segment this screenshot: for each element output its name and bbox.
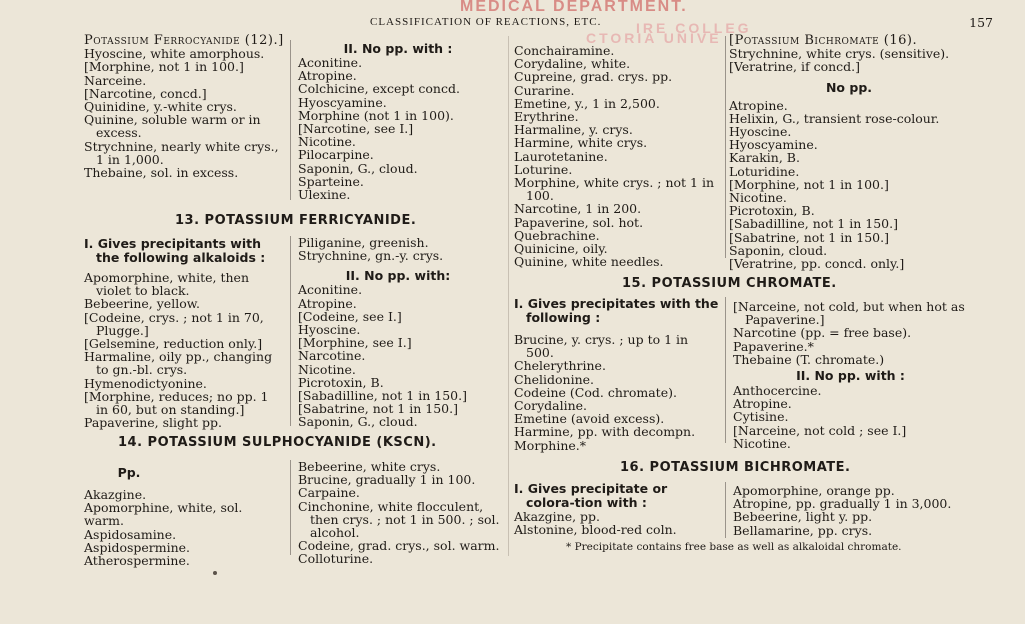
list-item: Anthocercine.	[733, 383, 822, 399]
list-item: Curarine.	[514, 82, 575, 98]
list-item: Nicotine.	[729, 190, 787, 206]
no-pp-heading: II. No pp. with :	[343, 41, 453, 56]
list-item: Papaverine, slight pp.	[84, 415, 223, 431]
list-item: Atropine.	[733, 396, 792, 412]
list-item: Picrotoxin, B.	[729, 203, 815, 219]
list-item: Harmine, pp. with decompn.	[514, 424, 696, 440]
pp-heading: Pp.	[117, 465, 141, 480]
list-item: Narcotine (pp. = free base).	[733, 325, 912, 341]
list-item: Piliganine, greenish.	[298, 235, 429, 250]
list-item: Thebaine (T. chromate.)	[733, 351, 885, 367]
list-item: [Narceine, not cold ; see I.]	[733, 422, 907, 438]
list-item: [Narcotine, concd.]	[84, 85, 207, 101]
list-item: Apomorphine, white, sol. warm.	[84, 500, 243, 529]
list-item: [Codeine, crys. ; not 1 in 70, Plugge.]	[84, 309, 264, 338]
list-item: Bebeerine, white crys.	[298, 459, 441, 474]
list-item: Strychnine, nearly white crys., 1 in 1,000.	[84, 138, 279, 167]
bichromate-list-a	[514, 482, 719, 536]
list-item: Quinicine, oily.	[514, 241, 608, 257]
list-item: Hyoscyamine.	[729, 137, 818, 153]
list-item: Conchairamine.	[514, 43, 615, 58]
list-item: Aspidosamine.	[84, 526, 177, 542]
list-item: Cinchonine, white flocculent, then crys. ; not 1 in 500. ; sol. alcohol.	[298, 498, 500, 541]
list-item: Brucine, y. crys. ; up to 1 in 500.	[514, 332, 689, 361]
list-item: Apomorphine, white, then violet to black.	[84, 270, 249, 299]
list-item: Cytisine.	[733, 409, 789, 425]
list-item: Hyoscine.	[298, 322, 361, 338]
list-item: Atropine.	[298, 295, 357, 311]
section-heading-13: 13. POTASSIUM FERRICYANIDE.	[175, 213, 417, 228]
list-item: Atropine, pp. gradually 1 in 3,000.	[733, 496, 952, 512]
list-item: Papaverine.*	[733, 338, 814, 354]
list-item: Akazgine, pp.	[514, 509, 601, 524]
list-item: Pilocarpine.	[298, 147, 374, 163]
footnote: * Precipitate contains free base as well as alkaloidal chromate.	[566, 541, 902, 553]
list-item: Codeine, grad. crys., sol. warm.	[298, 538, 500, 554]
list-item: Akazgine.	[84, 487, 147, 502]
list-item: Harmaline, y. crys.	[514, 122, 633, 138]
list-item: Nicotine.	[733, 435, 791, 451]
watermark-text: CTORIA UNIVE	[586, 30, 722, 46]
list-item: Nicotine.	[298, 134, 356, 150]
list-item: Saponin, cloud.	[729, 242, 828, 258]
section-heading-15: 15. POTASSIUM CHROMATE.	[622, 276, 837, 291]
column-divider	[290, 40, 291, 200]
list-item: [Morphine, not 1 in 100.]	[84, 59, 244, 75]
list-item: Bellamarine, pp. crys.	[733, 522, 873, 538]
list-item: [Codeine, see I.]	[298, 308, 402, 324]
list-item: Brucine, gradually 1 in 100.	[298, 472, 476, 488]
sulphocyanide-list-b	[298, 460, 503, 566]
list-item: Quinidine, y.-white crys.	[84, 99, 237, 115]
bichromate-list-b	[733, 484, 968, 537]
list-item: Quinine, white needles.	[514, 254, 664, 270]
list-item: Morphine (not 1 in 100).	[298, 107, 454, 123]
list-item: [Morphine, see I.]	[298, 335, 412, 351]
list-item: [Narcotine, see I.]	[298, 121, 414, 137]
gives-precipitants-heading: I. Gives precipitants with the following alkaloids :	[84, 236, 266, 265]
list-item: Karakin, B.	[729, 150, 800, 166]
chromate-list-b	[733, 300, 968, 450]
list-item: Apomorphine, orange pp.	[733, 483, 895, 498]
list-item: [Narceine, not cold, but when hot as Papaverine.]	[733, 299, 965, 328]
list-item: Bebeerine, light y. pp.	[733, 509, 873, 525]
list-item: Strychnine, white crys. (sensitive).	[729, 46, 950, 62]
list-item: Hyoscine.	[729, 124, 792, 140]
ferrocyanide-list-b	[298, 42, 498, 201]
list-item: Atropine.	[729, 97, 788, 113]
sulphocyanide-cont-list	[514, 44, 719, 268]
list-item: Emetine, y., 1 in 2,500.	[514, 95, 660, 111]
list-item: Morphine.*	[514, 437, 587, 453]
list-item: Corydaline.	[514, 398, 587, 414]
chromate-list-a	[514, 297, 719, 452]
list-item: Carpaine.	[298, 485, 360, 501]
list-item: Chelerythrine.	[514, 358, 606, 374]
list-item: Thebaine, sol. in excess.	[84, 165, 239, 181]
list-item: Papaverine, sol. hot.	[514, 214, 644, 230]
section-heading: Potassium Ferrocyanide (12).]	[84, 33, 284, 48]
column-divider	[290, 460, 291, 555]
list-item: [Morphine, not 1 in 100.]	[729, 176, 889, 192]
list-item: Harmaline, oily pp., changing to gn.-bl. crys.	[84, 349, 273, 378]
no-pp-heading: No pp.	[825, 79, 873, 95]
column-divider	[725, 297, 726, 443]
list-item: Hymenodictyonine.	[84, 375, 207, 391]
list-item: Laurotetanine.	[514, 148, 608, 164]
list-item: Aconitine.	[298, 55, 363, 70]
list-item: Bebeerine, yellow.	[84, 296, 200, 312]
list-item: Narcotine.	[298, 348, 366, 364]
list-item: Emetine (avoid excess).	[514, 411, 665, 427]
gives-precipitate-heading: I. Gives precipitate or colora-tion with :	[514, 481, 668, 510]
page-number: 157	[969, 15, 993, 30]
list-item: Quebrachine.	[514, 227, 600, 243]
ferricyanide-list-b	[298, 236, 498, 429]
ferricyanide-list-a	[84, 237, 282, 429]
library-stamp: MEDICAL DEPARTMENT.	[460, 0, 688, 15]
list-item: Loturine.	[514, 161, 573, 177]
section-heading-16: 16. POTASSIUM BICHROMATE.	[620, 460, 851, 475]
list-item: Atherospermine.	[84, 553, 190, 569]
list-item: [Sabadilline, not 1 in 150.]	[298, 388, 467, 404]
sulphocyanide-list-a	[84, 466, 284, 567]
ferrocyanide-list-a	[84, 34, 284, 179]
list-item: Colloturine.	[298, 551, 374, 567]
list-item: Sparteine.	[298, 173, 364, 189]
list-item: Picrotoxin, B.	[298, 374, 384, 390]
list-item: Colchicine, except concd.	[298, 81, 460, 97]
list-item: Codeine (Cod. chromate).	[514, 384, 677, 400]
gutter-rule	[508, 36, 509, 556]
list-item: Corydaline, white.	[514, 56, 631, 72]
list-item: Aconitine.	[298, 282, 363, 298]
list-item: Nicotine.	[298, 361, 356, 377]
list-item: Loturidine.	[729, 163, 800, 179]
list-item: Morphine, white crys. ; not 1 in 100.	[514, 175, 715, 204]
list-item: Hyoscyamine.	[298, 94, 387, 110]
list-item: [Morphine, reduces; no pp. 1 in 60, but on standing.]	[84, 388, 269, 418]
gives-precipitates-heading: I. Gives precipitates with the following :	[514, 296, 719, 325]
list-item: Saponin, G., cloud.	[298, 414, 418, 430]
list-item: Helixin, G., transient rose-colour.	[729, 110, 940, 126]
list-item: Aspidospermine.	[84, 539, 191, 555]
list-item: [Veratrine, pp. concd. only.]	[729, 256, 905, 272]
section-heading: [Potassium Bichromate (16).	[729, 33, 918, 48]
list-item: Erythrine.	[514, 109, 579, 125]
column-divider	[290, 236, 291, 426]
list-item: Harmine, white crys.	[514, 135, 648, 151]
running-title: CLASSIFICATION OF REACTIONS, ETC.	[370, 16, 602, 28]
list-item: Strychnine, gn.-y. crys.	[298, 248, 444, 264]
list-item: Ulexine.	[298, 187, 351, 203]
no-pp-heading: II. No pp. with :	[796, 368, 905, 384]
list-item: Atropine.	[298, 68, 357, 84]
list-item: [Sabadilline, not 1 in 150.]	[729, 216, 898, 232]
list-item: Narcotine, 1 in 200.	[514, 201, 642, 217]
section-heading-14: 14. POTASSIUM SULPHOCYANIDE (KSCN).	[118, 435, 437, 450]
list-item: Quinine, soluble warm or in excess.	[84, 112, 261, 141]
list-item: Alstonine, blood-red coln.	[514, 522, 677, 538]
column-divider	[725, 482, 726, 538]
list-item: [Veratrine, if concd.]	[729, 59, 860, 75]
page-speck	[213, 571, 217, 575]
list-item: Narceine.	[84, 72, 147, 88]
list-item: Chelidonine.	[514, 371, 595, 387]
list-item: [Sabatrine, not 1 in 150.]	[298, 401, 458, 417]
watermark-text: IRE COLLEG	[636, 20, 752, 36]
list-item: Saponin, G., cloud.	[298, 160, 418, 176]
list-item: [Gelsemine, reduction only.]	[84, 336, 263, 352]
list-item: [Sabatrine, not 1 in 150.]	[729, 229, 889, 245]
no-pp-heading: II. No pp. with:	[345, 268, 451, 284]
bichromate-cont-list	[729, 34, 969, 270]
list-item: Cupreine, grad. crys. pp.	[514, 69, 673, 85]
list-item: Hyoscine, white amorphous.	[84, 46, 265, 62]
column-divider	[725, 36, 726, 258]
